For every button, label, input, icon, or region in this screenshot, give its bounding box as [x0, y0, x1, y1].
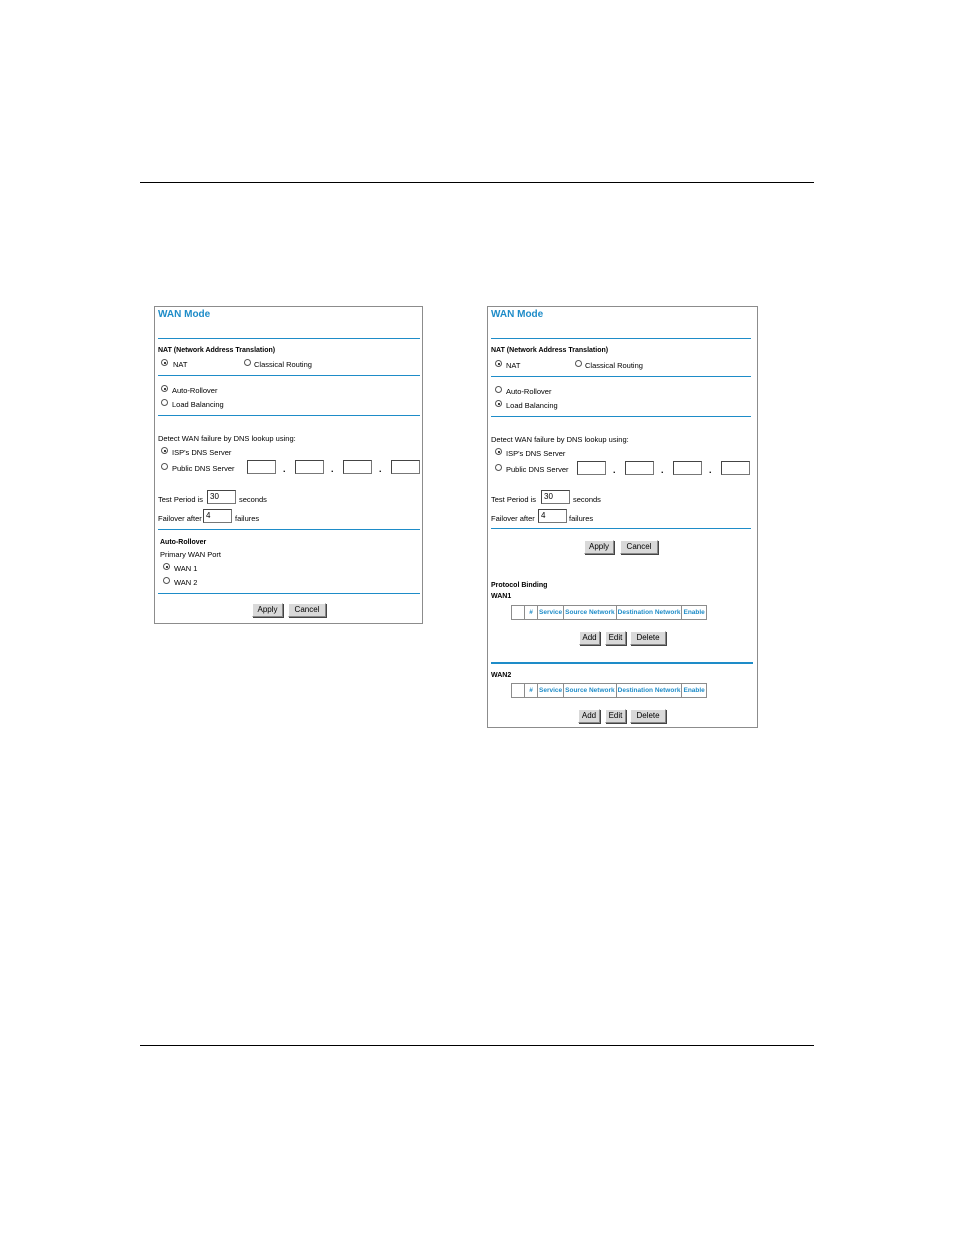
separator	[158, 415, 420, 416]
add-button[interactable]: Add	[578, 709, 600, 723]
auto-rollover-radio[interactable]	[161, 385, 168, 392]
wan2-radio[interactable]	[163, 577, 170, 584]
cancel-button[interactable]: Cancel	[620, 540, 658, 554]
table-header-row	[512, 684, 707, 698]
classical-routing-radio[interactable]	[575, 360, 582, 367]
dot-separator: .	[709, 465, 712, 475]
classical-routing-label: Classical Routing	[585, 361, 643, 370]
failover-input[interactable]: 4	[203, 509, 232, 523]
public-dns-label: Public DNS Server	[506, 465, 569, 474]
column-header: Source Network	[564, 606, 617, 620]
dot-separator: .	[613, 465, 616, 475]
separator	[491, 376, 751, 377]
primary-wan-label: Primary WAN Port	[160, 550, 221, 559]
wan2-binding-table	[511, 683, 707, 698]
classical-routing-radio[interactable]	[244, 359, 251, 366]
wan1-heading: WAN1	[491, 593, 512, 600]
column-header: Enable	[682, 606, 706, 620]
separator	[491, 528, 751, 529]
dns-octet-4[interactable]	[391, 460, 420, 474]
dns-octet-2[interactable]	[295, 460, 324, 474]
dns-octet-4[interactable]	[721, 461, 750, 475]
dns-octet-3[interactable]	[673, 461, 702, 475]
apply-button[interactable]: Apply	[584, 540, 614, 554]
auto-rollover-label: Auto-Rollover	[172, 386, 218, 395]
dot-separator: .	[331, 464, 334, 474]
dns-octet-1[interactable]	[577, 461, 606, 475]
detect-label: Detect WAN failure by DNS lookup using:	[158, 434, 296, 443]
nat-radio[interactable]	[495, 360, 502, 367]
seconds-label: seconds	[573, 495, 601, 504]
load-balancing-label: Load Balancing	[172, 400, 224, 409]
bottom-rule	[140, 1045, 814, 1046]
dns-octet-2[interactable]	[625, 461, 654, 475]
isp-dns-radio[interactable]	[161, 447, 168, 454]
panel-title: WAN Mode	[158, 309, 211, 320]
column-header	[512, 684, 525, 698]
separator	[491, 416, 751, 417]
nat-heading: NAT (Network Address Translation)	[158, 347, 276, 354]
column-header: Destination Network	[616, 684, 682, 698]
wan1-binding-table	[511, 605, 707, 620]
edit-button[interactable]: Edit	[605, 709, 626, 723]
failures-label: failures	[569, 514, 594, 523]
auto-rollover-radio[interactable]	[495, 386, 502, 393]
separator	[158, 375, 420, 376]
column-header: Enable	[682, 684, 706, 698]
wan1-label: WAN 1	[174, 564, 198, 573]
classical-routing-label: Classical Routing	[254, 360, 312, 369]
nat-label: NAT	[506, 361, 521, 370]
column-header: #	[525, 684, 538, 698]
cancel-button[interactable]: Cancel	[288, 603, 326, 617]
separator	[158, 529, 420, 530]
test-period-label: Test Period is	[158, 495, 204, 504]
detect-label: Detect WAN failure by DNS lookup using:	[491, 435, 629, 444]
column-header	[512, 606, 525, 620]
auto-rollover-heading: Auto-Rollover	[160, 539, 207, 546]
edit-button[interactable]: Edit	[605, 631, 626, 645]
isp-dns-label: ISP's DNS Server	[506, 449, 566, 458]
dot-separator: .	[283, 464, 286, 474]
dot-separator: .	[661, 465, 664, 475]
panel-title: WAN Mode	[491, 309, 544, 320]
failures-label: failures	[235, 514, 260, 523]
delete-button[interactable]: Delete	[630, 709, 666, 723]
separator	[491, 338, 751, 339]
column-header: Service	[538, 684, 564, 698]
seconds-label: seconds	[239, 495, 267, 504]
separator	[491, 662, 753, 664]
test-period-label: Test Period is	[491, 495, 537, 504]
test-period-input[interactable]: 30	[207, 490, 236, 504]
failover-label: Failover after	[158, 514, 202, 523]
load-balancing-radio[interactable]	[495, 400, 502, 407]
wan2-label: WAN 2	[174, 578, 198, 587]
wan-mode-panel-left	[154, 306, 423, 624]
column-header: Destination Network	[616, 606, 682, 620]
add-button[interactable]: Add	[579, 631, 600, 645]
public-dns-radio[interactable]	[495, 464, 502, 471]
load-balancing-radio[interactable]	[161, 399, 168, 406]
isp-dns-label: ISP's DNS Server	[172, 448, 232, 457]
isp-dns-radio[interactable]	[495, 448, 502, 455]
dns-octet-1[interactable]	[247, 460, 276, 474]
wan1-radio[interactable]	[163, 563, 170, 570]
nat-heading: NAT (Network Address Translation)	[491, 347, 609, 354]
public-dns-label: Public DNS Server	[172, 464, 235, 473]
apply-button[interactable]: Apply	[252, 603, 283, 617]
table-header-row	[512, 606, 707, 620]
separator	[158, 593, 420, 594]
protocol-binding-heading: Protocol Binding	[491, 582, 548, 589]
failover-label: Failover after	[491, 514, 535, 523]
public-dns-radio[interactable]	[161, 463, 168, 470]
column-header: Source Network	[564, 684, 617, 698]
top-rule	[140, 182, 814, 183]
test-period-input[interactable]: 30	[541, 490, 570, 504]
auto-rollover-label: Auto-Rollover	[506, 387, 552, 396]
nat-radio[interactable]	[161, 359, 168, 366]
wan2-heading: WAN2	[491, 672, 512, 679]
column-header: Service	[538, 606, 564, 620]
delete-button[interactable]: Delete	[630, 631, 666, 645]
column-header: #	[525, 606, 538, 620]
dot-separator: .	[379, 464, 382, 474]
dns-octet-3[interactable]	[343, 460, 372, 474]
wan-mode-panel-right	[487, 306, 758, 728]
load-balancing-label: Load Balancing	[506, 401, 558, 410]
nat-label: NAT	[173, 360, 188, 369]
failover-input[interactable]: 4	[538, 509, 567, 523]
separator	[158, 338, 420, 339]
